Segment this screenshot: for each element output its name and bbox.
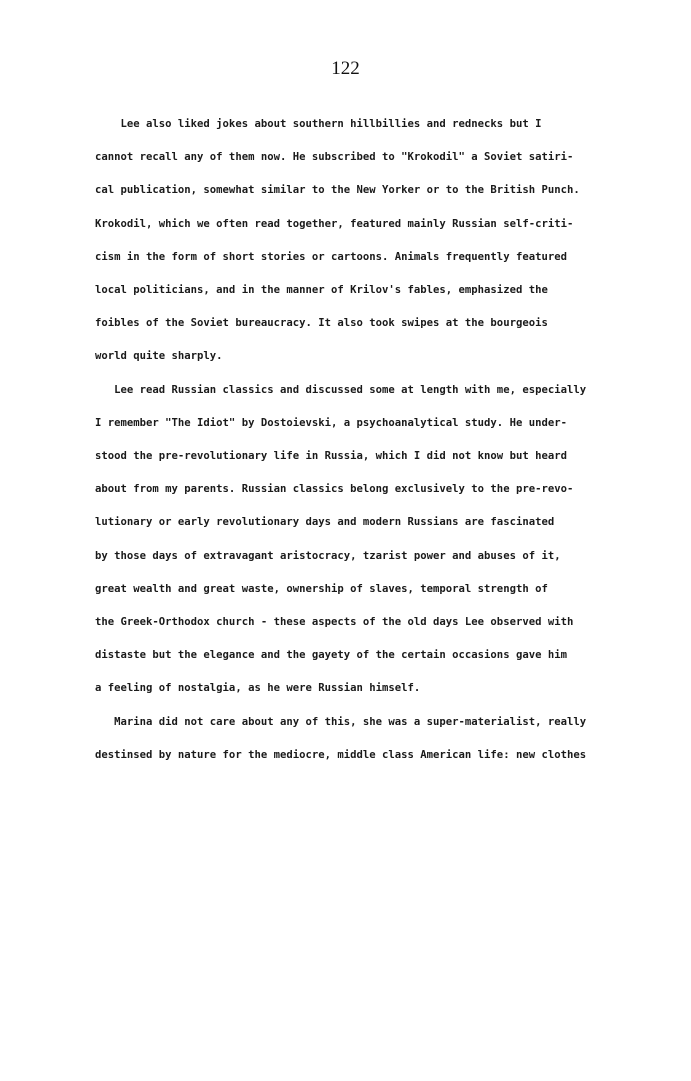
text-line: I remember "The Idiot" by Dostoievski, a psychoanalytical study. He under- bbox=[95, 416, 567, 429]
text-line: lutionary or early revolutionary days and modern Russians are fascinated bbox=[95, 516, 555, 529]
body-text bbox=[95, 108, 630, 772]
text-line: Krokodil, which we often read together, featured mainly Russian self-criti- bbox=[95, 217, 574, 230]
text-line: a feeling of nostalgia, as he were Russian himself. bbox=[95, 682, 421, 695]
text-line: Marina did not care about any of this, she was a super-materialist, really bbox=[95, 715, 587, 728]
text-line: local politicians, and in the manner of Krilov's fables, emphasized the bbox=[95, 284, 548, 297]
text-line: the Greek-Orthodox church - these aspects of the old days Lee observed with bbox=[95, 616, 574, 629]
text-line: destinsed by nature for the mediocre, middle class American life: new clothes bbox=[95, 748, 587, 761]
text-line: great wealth and great waste, ownership of slaves, temporal strength of bbox=[95, 582, 548, 595]
text-line: Lee also liked jokes about southern hillbillies and rednecks but I bbox=[95, 118, 542, 130]
text-line: world quite sharply. bbox=[95, 350, 223, 363]
text-line: stood the pre-revolutionary life in Russia, which I did not know but heard bbox=[95, 450, 567, 463]
text-line: cannot recall any of them now. He subscribed to "Krokodil" a Soviet satiri- bbox=[95, 151, 574, 164]
text-line: cism in the form of short stories or cartoons. Animals frequently featured bbox=[95, 250, 567, 263]
page-number: 122 bbox=[331, 58, 360, 79]
text-line: distaste but the elegance and the gayety of the certain occasions gave him bbox=[95, 649, 567, 662]
text-line: by those days of extravagant aristocracy, tzarist power and abuses of it, bbox=[95, 549, 561, 562]
text-line: Lee read Russian classics and discussed some at length with me, especially bbox=[95, 383, 587, 396]
text-line: foibles of the Soviet bureaucracy. It also took swipes at the bourgeois bbox=[95, 317, 548, 330]
text-line: about from my parents. Russian classics belong exclusively to the pre-revo- bbox=[95, 483, 574, 496]
text-line: cal publication, somewhat similar to the New Yorker or to the British Punch. bbox=[95, 184, 580, 197]
